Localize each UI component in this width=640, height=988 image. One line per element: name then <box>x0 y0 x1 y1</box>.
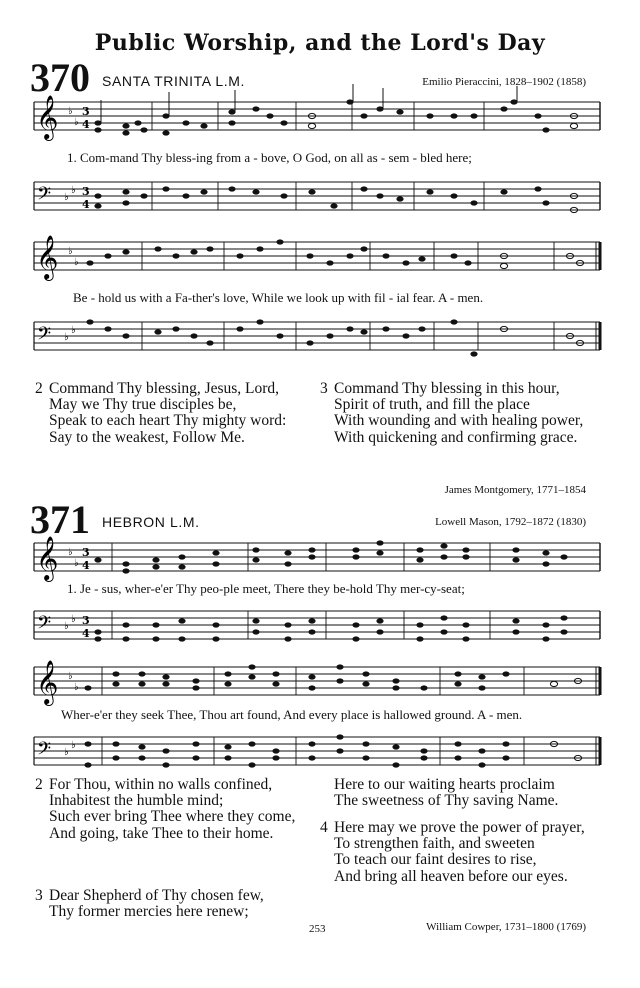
svg-text:3: 3 <box>82 546 90 559</box>
svg-text:♭: ♭ <box>71 325 76 336</box>
lyric-line-370-1: 1. Com-mand Thy bless-ing from a - bove, O God, on all as - sem - bled here; <box>67 150 472 165</box>
svg-text:𝄢: 𝄢 <box>37 613 52 638</box>
verse-number: 4 <box>320 819 328 836</box>
svg-text:𝄢: 𝄢 <box>37 739 52 764</box>
svg-text:♭: ♭ <box>64 192 69 203</box>
lyric-line-370-2: Be - hold us with a Fa-ther's love, While we look up with fil - ial fear. A - men. <box>73 290 484 305</box>
svg-text:3: 3 <box>82 614 90 627</box>
page-number: 253 <box>309 923 326 935</box>
hymn-number-371: 371 <box>30 497 90 542</box>
verse-line: And going, take Thee to their home. <box>49 824 274 842</box>
verse-number: 3 <box>320 380 328 397</box>
verse-line: To strengthen faith, and sweeten <box>334 835 535 853</box>
composer-credit-371: Lowell Mason, 1792–1872 (1830) <box>435 516 586 528</box>
svg-text:♭: ♭ <box>74 117 79 128</box>
svg-text:3: 3 <box>82 105 90 118</box>
verse-371-3 <box>35 888 264 920</box>
verse-line: May we Thy true disciples be, <box>49 396 237 414</box>
verse-line: Spirit of truth, and fill the place <box>334 396 530 414</box>
svg-text:♭: ♭ <box>68 106 73 117</box>
svg-text:4: 4 <box>82 198 90 211</box>
verse-line: Speak to each heart Thy mighty word: <box>49 412 287 430</box>
music-staff-370-treble-1 <box>34 95 602 140</box>
verse-370-2 <box>35 381 286 446</box>
svg-text:♭: ♭ <box>71 614 76 625</box>
verse-line: Command Thy blessing in this hour, <box>334 380 560 397</box>
svg-text:♭: ♭ <box>64 747 69 758</box>
music-staff-371-treble-1 <box>34 536 602 581</box>
verse-line: Dear Shepherd of Thy chosen few, <box>49 887 264 904</box>
tune-name-370: SANTA TRINITA L.M. <box>102 73 246 89</box>
author-credit-370: James Montgomery, 1771–1854 <box>444 484 586 496</box>
lyric-line-371-1: 1. Je - sus, wher-e'er Thy peo-ple meet, There they be-hold Thy mer-cy-seat; <box>67 581 465 596</box>
music-staff-370-treble-2 <box>34 235 602 280</box>
svg-text:4: 4 <box>82 627 90 640</box>
svg-text:3: 3 <box>82 185 90 198</box>
author-credit-371: William Cowper, 1731–1800 (1769) <box>426 921 586 933</box>
hymn-number-370: 370 <box>30 55 90 100</box>
music-staff-371-treble-2 <box>34 660 602 705</box>
svg-text:4: 4 <box>82 118 90 131</box>
verse-line: Here may we prove the power of prayer, <box>334 819 585 836</box>
verse-line: Say to the weakest, Follow Me. <box>49 428 245 446</box>
svg-text:♭: ♭ <box>74 257 79 268</box>
verse-371-right <box>320 777 558 809</box>
verse-371-2 <box>35 777 295 842</box>
tune-name-371: HEBRON L.M. <box>102 514 200 530</box>
verse-line: Inhabitest the humble mind; <box>49 792 224 810</box>
verse-line: For Thou, within no walls confined, <box>49 776 273 793</box>
composer-credit-370: Emilio Pieraccini, 1828–1902 (1858) <box>422 76 586 88</box>
lyric-line-371-2: Wher-e'er they seek Thee, Thou art found, And every place is hallowed ground. A - men. <box>61 707 523 722</box>
verse-371-4 <box>320 820 585 885</box>
verse-line: Such ever bring Thee where they come, <box>49 808 296 826</box>
svg-text:♭: ♭ <box>64 332 69 343</box>
svg-text:♭: ♭ <box>74 558 79 569</box>
svg-text:𝄢: 𝄢 <box>37 184 52 209</box>
svg-text:♭: ♭ <box>74 682 79 693</box>
svg-text:𝄞: 𝄞 <box>36 536 59 580</box>
verse-line: To teach our faint desires to rise, <box>334 851 537 869</box>
svg-text:𝄢: 𝄢 <box>37 324 52 349</box>
page-header: Public Worship, and the Lord's Day <box>94 30 546 56</box>
svg-text:♭: ♭ <box>71 740 76 751</box>
svg-text:𝄞: 𝄞 <box>36 660 59 704</box>
verse-line: With quickening and confirming grace. <box>334 428 578 446</box>
verse-line: Thy former mercies here renew; <box>49 903 249 921</box>
verse-number: 2 <box>35 776 43 793</box>
music-staff-370-bass-2 <box>34 320 602 360</box>
verse-number: 3 <box>35 887 43 904</box>
music-staff-371-bass-2 <box>34 735 602 775</box>
verse-line: And bring all heaven before our eyes. <box>334 867 568 885</box>
svg-text:𝄞: 𝄞 <box>36 235 59 279</box>
svg-text:♭: ♭ <box>68 671 73 682</box>
svg-text:𝄞: 𝄞 <box>36 95 59 139</box>
verse-line: Command Thy blessing, Jesus, Lord, <box>49 380 280 397</box>
verse-line: With wounding and with healing power, <box>334 412 584 430</box>
music-staff-370-bass-1 <box>34 180 602 220</box>
svg-text:♭: ♭ <box>71 185 76 196</box>
verse-number: 2 <box>35 380 43 397</box>
music-staff-371-bass-1 <box>34 609 602 649</box>
svg-text:♭: ♭ <box>68 547 73 558</box>
verse-370-3 <box>320 381 583 446</box>
svg-text:♭: ♭ <box>68 246 73 257</box>
svg-text:♭: ♭ <box>64 621 69 632</box>
verse-line: The sweetness of Thy saving Name. <box>334 792 559 810</box>
svg-text:4: 4 <box>82 559 90 572</box>
verse-line: Here to our waiting hearts proclaim <box>334 776 555 793</box>
